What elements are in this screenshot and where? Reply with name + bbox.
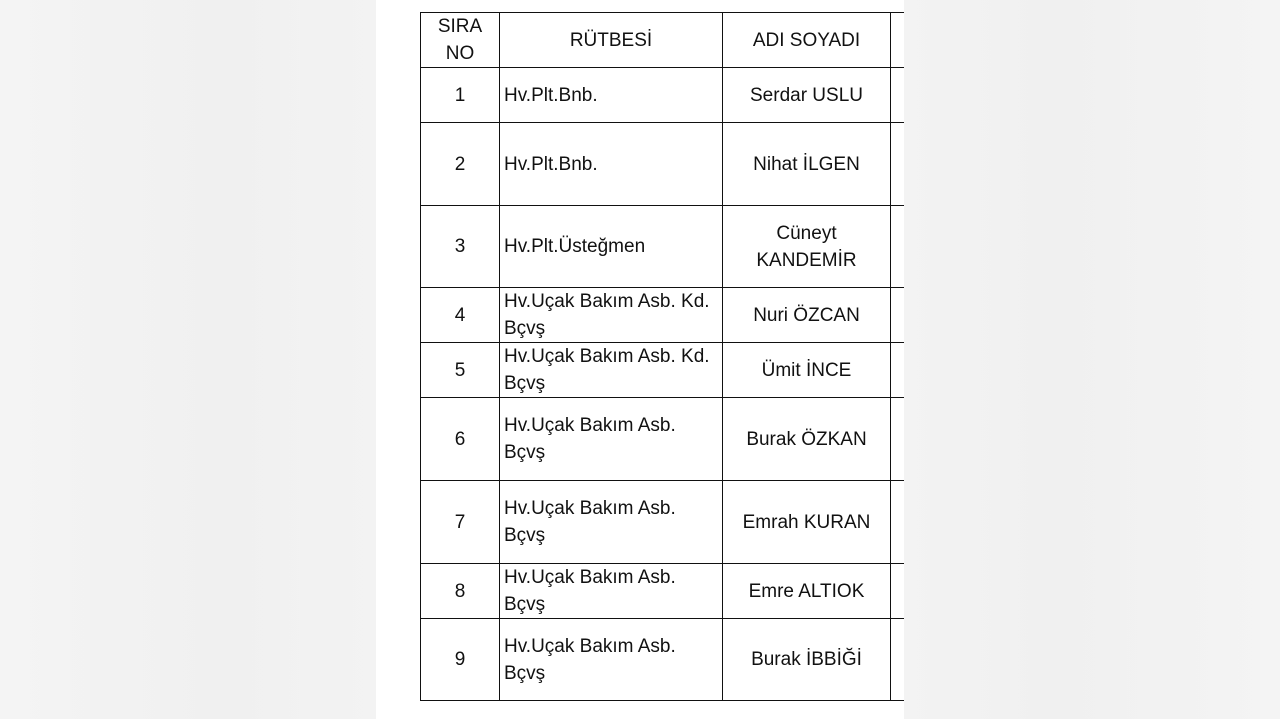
right-background [904, 0, 1280, 719]
row-rank: Hv.Plt.Bnb. [500, 123, 723, 206]
header-cut-off-column [891, 13, 905, 68]
row-name: Serdar USLU [723, 68, 891, 123]
row-name: Burak İBBİĞİ [723, 619, 891, 701]
row-cut-off-cell [891, 564, 905, 619]
table-row [421, 564, 905, 619]
table-row [421, 123, 905, 206]
row-rank: Hv.Plt.Üsteğmen [500, 206, 723, 288]
row-name: Emre ALTIOK [723, 564, 891, 619]
row-name: Nihat İLGEN [723, 123, 891, 206]
row-rank: Hv.Uçak Bakım Asb. Kd. Bçvş [500, 288, 723, 343]
row-name: Cüneyt KANDEMİR [723, 206, 891, 288]
row-rank: Hv.Uçak Bakım Asb. Bçvş [500, 619, 723, 701]
table-row [421, 398, 905, 481]
table-row [421, 619, 905, 701]
row-cut-off-cell [891, 343, 905, 398]
row-cut-off-cell [891, 123, 905, 206]
row-name: Ümit İNCE [723, 343, 891, 398]
row-cut-off-cell [891, 398, 905, 481]
row-cut-off-cell [891, 288, 905, 343]
table-row [421, 343, 905, 398]
row-rank: Hv.Uçak Bakım Asb. Bçvş [500, 398, 723, 481]
row-name: Nuri ÖZCAN [723, 288, 891, 343]
row-rank: Hv.Uçak Bakım Asb. Bçvş [500, 481, 723, 564]
row-cut-off-cell [891, 619, 905, 701]
row-number: 6 [421, 398, 500, 481]
row-number: 4 [421, 288, 500, 343]
header-adi-soyadi: ADI SOYADI [723, 13, 891, 68]
row-number: 9 [421, 619, 500, 701]
row-cut-off-cell [891, 206, 905, 288]
row-rank: Hv.Uçak Bakım Asb. Bçvş [500, 564, 723, 619]
table-row [421, 206, 905, 288]
row-cut-off-cell [891, 481, 905, 564]
row-number: 1 [421, 68, 500, 123]
table-row [421, 68, 905, 123]
row-name: Burak ÖZKAN [723, 398, 891, 481]
personnel-table [420, 12, 904, 701]
row-rank: Hv.Uçak Bakım Asb. Kd. Bçvş [500, 343, 723, 398]
row-number: 7 [421, 481, 500, 564]
table-header-row [421, 13, 905, 68]
row-number: 3 [421, 206, 500, 288]
row-cut-off-cell [891, 68, 905, 123]
row-rank: Hv.Plt.Bnb. [500, 68, 723, 123]
header-sira-no: SIRA NO [421, 13, 500, 68]
header-rutbesi: RÜTBESİ [500, 13, 723, 68]
row-number: 5 [421, 343, 500, 398]
table-row [421, 481, 905, 564]
row-name: Emrah KURAN [723, 481, 891, 564]
row-number: 2 [421, 123, 500, 206]
row-number: 8 [421, 564, 500, 619]
table-row [421, 288, 905, 343]
